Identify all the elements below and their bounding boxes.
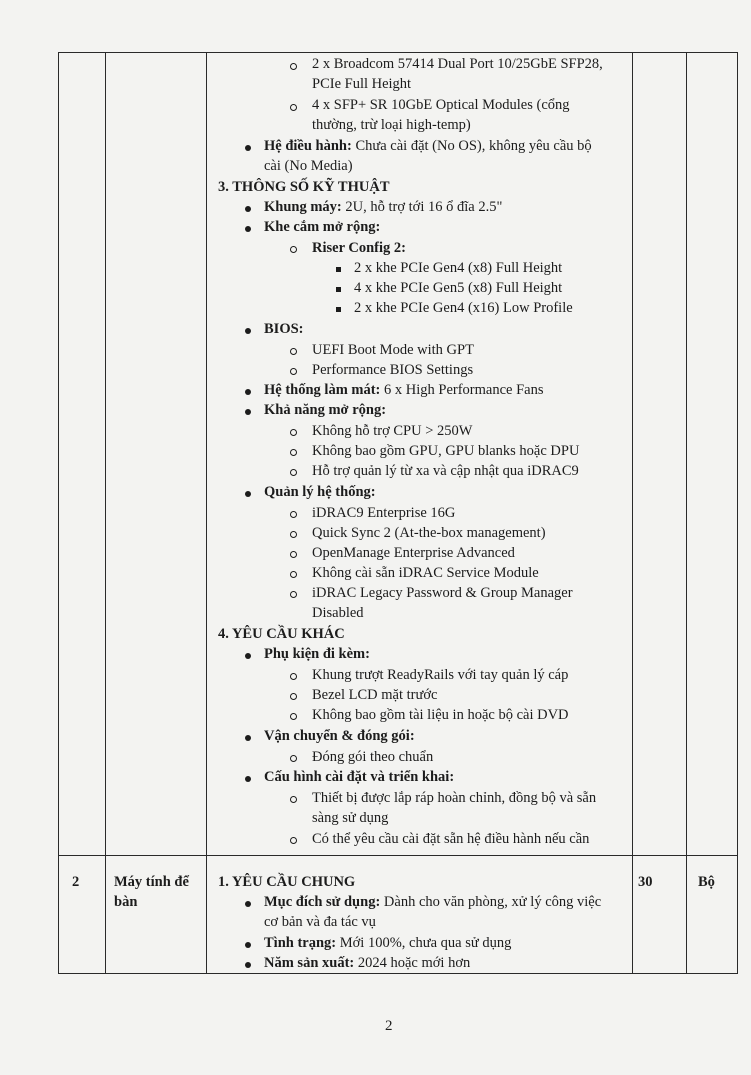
- list-item: cài (No Media): [264, 158, 353, 174]
- bullet-icon: [245, 491, 251, 497]
- circle-bullet-icon: [290, 837, 297, 844]
- bullet-icon: [245, 226, 251, 232]
- list-item: Thiết bị được lắp ráp hoàn chỉnh, đồng bộ và sẵn: [312, 790, 597, 806]
- section-heading: 1. YÊU CẦU CHUNG: [218, 874, 356, 890]
- list-item: 4 x SFP+ SR 10GbE Optical Modules (cổng: [312, 97, 570, 113]
- table-border-top: [58, 52, 738, 53]
- list-item: Mục đích sử dụng: Dành cho văn phòng, xử lý công việc: [264, 894, 602, 910]
- circle-bullet-icon: [290, 449, 297, 456]
- list-item: Năm sản xuất: 2024 hoặc mới hơn: [264, 955, 471, 971]
- square-bullet-icon: [336, 287, 341, 292]
- list-item: 4 x khe PCIe Gen5 (x8) Full Height: [354, 280, 563, 296]
- table-border-right: [737, 52, 738, 974]
- list-item: Không bao gồm tài liệu in hoặc bộ cài DVD: [312, 707, 569, 723]
- list-item: Quản lý hệ thống:: [264, 484, 376, 500]
- list-item: Khe cắm mở rộng:: [264, 219, 381, 235]
- bullet-icon: [245, 901, 251, 907]
- table-border-left: [58, 52, 59, 974]
- list-item: 2 x khe PCIe Gen4 (x8) Full Height: [354, 260, 563, 276]
- circle-bullet-icon: [290, 429, 297, 436]
- list-item: Cấu hình cài đặt và triển khai:: [264, 769, 455, 785]
- circle-bullet-icon: [290, 63, 297, 70]
- list-item: Riser Config 2:: [312, 240, 406, 256]
- table-col-divider: [632, 52, 633, 974]
- list-item: BIOS:: [264, 321, 304, 337]
- list-item: PCIe Full Height: [312, 76, 412, 92]
- bullet-icon: [245, 776, 251, 782]
- section-heading: 3. THÔNG SỐ KỸ THUẬT: [218, 179, 390, 195]
- bullet-icon: [245, 735, 251, 741]
- list-item: sàng sử dụng: [312, 810, 389, 826]
- list-item: OpenManage Enterprise Advanced: [312, 545, 515, 561]
- table-col-divider: [686, 52, 687, 974]
- square-bullet-icon: [336, 267, 341, 272]
- bullet-icon: [245, 389, 251, 395]
- list-item: Disabled: [312, 605, 364, 621]
- list-item: Không bao gồm GPU, GPU blanks hoặc DPU: [312, 443, 580, 459]
- list-item: Phụ kiện đi kèm:: [264, 646, 370, 662]
- table-col-divider: [206, 52, 207, 974]
- square-bullet-icon: [336, 307, 341, 312]
- circle-bullet-icon: [290, 531, 297, 538]
- list-item: Bezel LCD mặt trước: [312, 687, 438, 703]
- section-heading: 4. YÊU CẦU KHÁC: [218, 626, 345, 642]
- list-item: Khung máy: 2U, hỗ trợ tới 16 ổ đĩa 2.5": [264, 199, 503, 215]
- bullet-icon: [245, 206, 251, 212]
- list-item: iDRAC9 Enterprise 16G: [312, 505, 456, 521]
- circle-bullet-icon: [290, 713, 297, 720]
- circle-bullet-icon: [290, 511, 297, 518]
- quantity: 30: [638, 874, 653, 890]
- row-number: 2: [72, 874, 80, 890]
- list-item: Không hỗ trợ CPU > 250W: [312, 423, 473, 439]
- list-item: Hỗ trợ quản lý từ xa và cập nhật qua iDRAC9: [312, 463, 579, 479]
- list-item: Quick Sync 2 (At-the-box management): [312, 525, 546, 541]
- list-item: Tình trạng: Mới 100%, chưa qua sử dụng: [264, 935, 512, 951]
- circle-bullet-icon: [290, 368, 297, 375]
- table-row-divider: [58, 855, 738, 856]
- list-item: Vận chuyển & đóng gói:: [264, 728, 415, 744]
- circle-bullet-icon: [290, 571, 297, 578]
- bullet-icon: [245, 653, 251, 659]
- circle-bullet-icon: [290, 246, 297, 253]
- list-item: cơ bản và đa tác vụ: [264, 914, 376, 930]
- list-item: Đóng gói theo chuẩn: [312, 749, 434, 765]
- circle-bullet-icon: [290, 796, 297, 803]
- list-item: iDRAC Legacy Password & Group Manager: [312, 585, 573, 601]
- page-number: 2: [385, 1018, 393, 1034]
- unit: Bộ: [698, 874, 715, 890]
- circle-bullet-icon: [290, 673, 297, 680]
- list-item: Khung trượt ReadyRails với tay quản lý cáp: [312, 667, 569, 683]
- list-item: 2 x Broadcom 57414 Dual Port 10/25GbE SFP28,: [312, 56, 603, 72]
- list-item: thường, trừ loại high-temp): [312, 117, 471, 133]
- circle-bullet-icon: [290, 693, 297, 700]
- bullet-icon: [245, 328, 251, 334]
- list-item: Không cài sẵn iDRAC Service Module: [312, 565, 539, 581]
- bullet-icon: [245, 942, 251, 948]
- table-border-bottom: [58, 973, 738, 974]
- spec-table: [58, 52, 738, 974]
- list-item: UEFI Boot Mode with GPT: [312, 342, 474, 358]
- circle-bullet-icon: [290, 551, 297, 558]
- list-item: Hệ thống làm mát: 6 x High Performance Fans: [264, 382, 544, 398]
- table-col-divider: [105, 52, 106, 974]
- circle-bullet-icon: [290, 348, 297, 355]
- circle-bullet-icon: [290, 591, 297, 598]
- circle-bullet-icon: [290, 469, 297, 476]
- list-item: Performance BIOS Settings: [312, 362, 474, 378]
- circle-bullet-icon: [290, 104, 297, 111]
- bullet-icon: [245, 409, 251, 415]
- item-name: Máy tính để: [114, 874, 189, 890]
- list-item: 2 x khe PCIe Gen4 (x16) Low Profile: [354, 300, 573, 316]
- list-item: Khả năng mở rộng:: [264, 402, 387, 418]
- list-item: Hệ điều hành: Chưa cài đặt (No OS), không yêu cầu bộ: [264, 138, 592, 154]
- bullet-icon: [245, 962, 251, 968]
- circle-bullet-icon: [290, 755, 297, 762]
- list-item: Có thể yêu cầu cài đặt sẵn hệ điều hành nếu cần: [312, 831, 590, 847]
- bullet-icon: [245, 145, 251, 151]
- item-name: bàn: [114, 894, 138, 910]
